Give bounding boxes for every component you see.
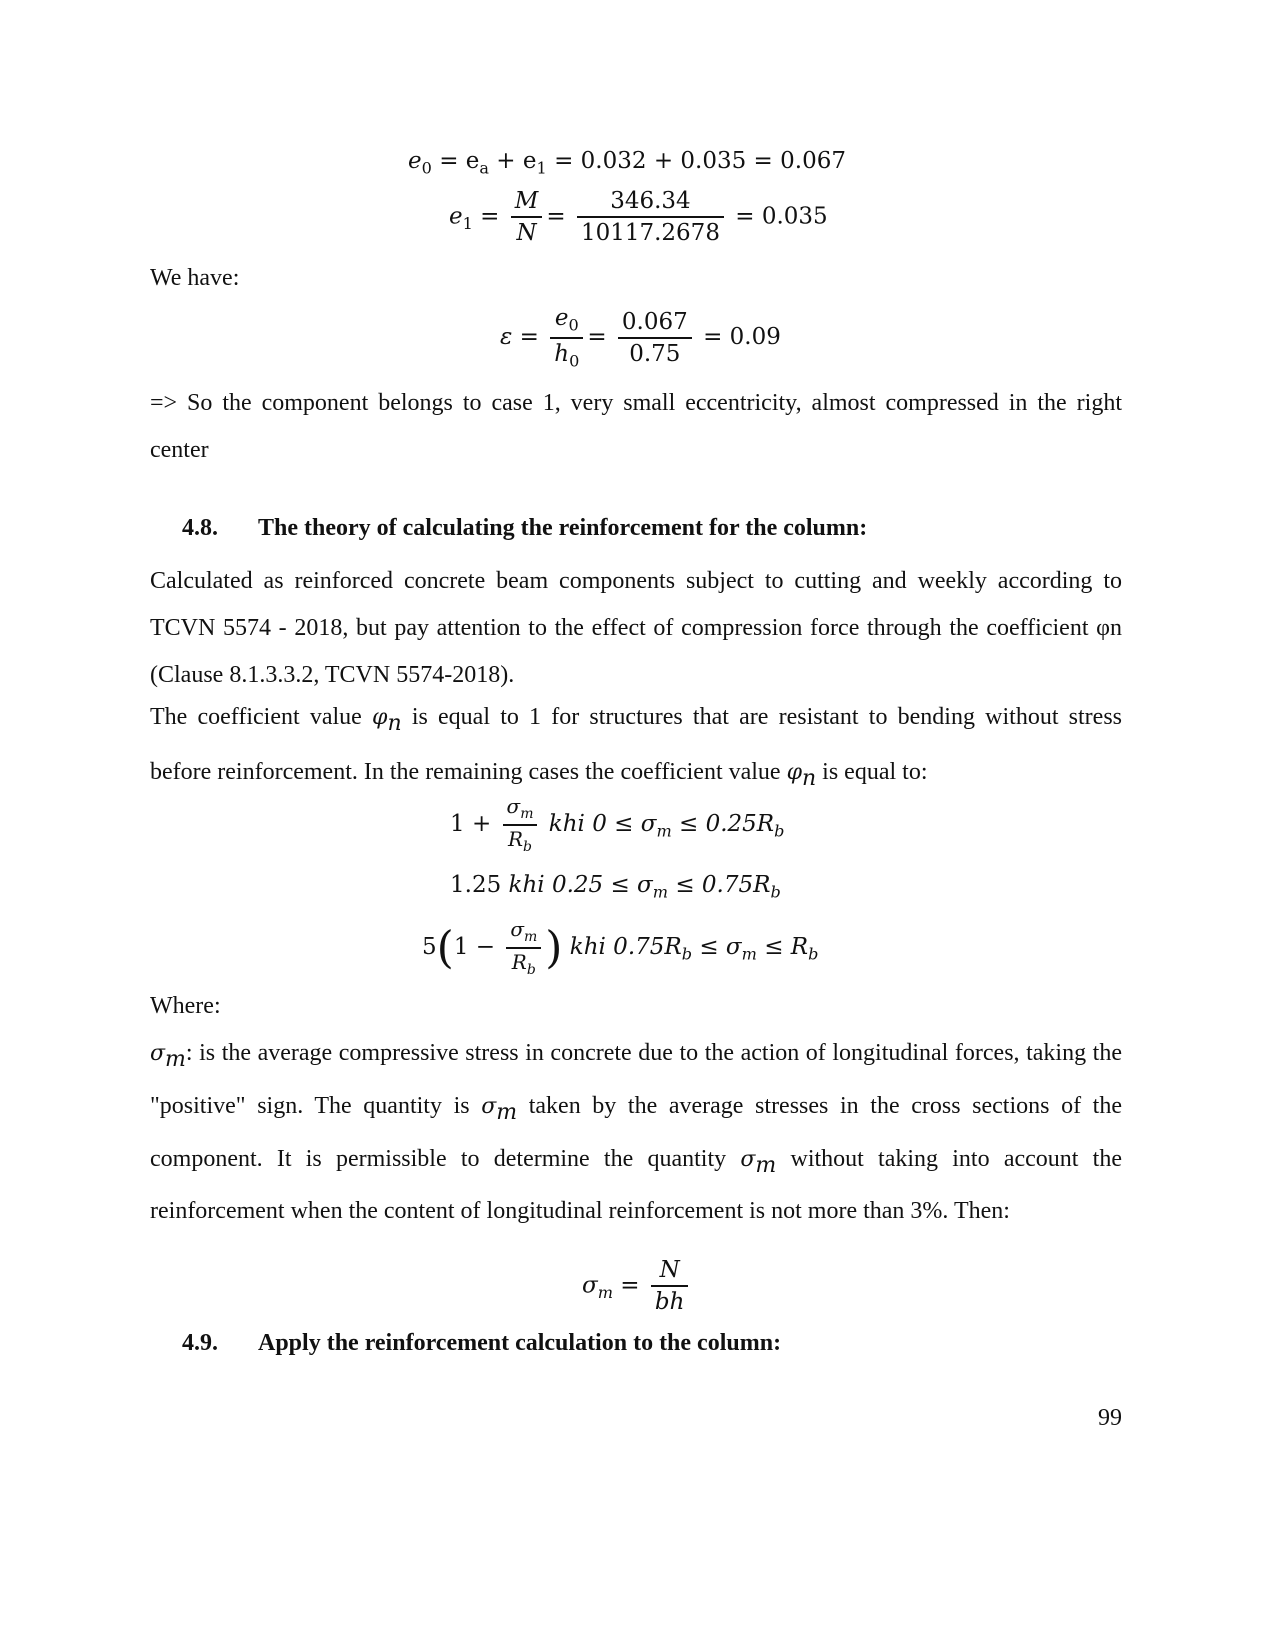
paren-left-icon: ( [436, 922, 454, 974]
conclusion-paragraph [150, 380, 1122, 474]
fraction-values [618, 309, 692, 368]
frac-denominator: R [507, 827, 524, 852]
eq-symbol: ε [500, 324, 513, 351]
eq-text: = e [439, 148, 480, 174]
paragraph-text: The coefficient value [150, 704, 373, 730]
eq-condition: khi 0.75R [569, 934, 682, 961]
frac-numerator: σ [506, 794, 521, 818]
eq-symbol: e [408, 148, 422, 174]
paragraph-text: is equal to: [816, 758, 928, 785]
conclusion-text: => So the component belongs to case 1, very small eccentricity, almost compressed in the right center [150, 390, 1122, 463]
paragraph-text: taken by the average stresses in the cross sections of the component. It is permissible to determine the quantity [150, 1092, 1122, 1172]
eq-condition: khi 0 ≤ σ [548, 811, 657, 838]
eq-condition: ≤ σ [692, 934, 742, 961]
eq-subscript: m [741, 944, 757, 964]
equation-epsilon: ε = $\frac{e_0}{h_0}$ = $\frac{0.067}{0.75}$ = 0.09 [500, 305, 781, 371]
eq-symbol: σ [582, 1272, 598, 1299]
eq-condition: khi [508, 872, 545, 898]
eq-subscript: b [523, 839, 533, 856]
section-heading-4-9 [182, 1330, 781, 1357]
fraction-e0-over-h0 [550, 305, 583, 371]
eq-text: 5 [422, 934, 437, 961]
eq-text: 1 + [450, 811, 492, 838]
phi-subscript: n [387, 710, 402, 736]
eq-subscript: b [681, 944, 693, 964]
frac-denominator: bh [654, 1289, 685, 1316]
fraction-m-over-n [511, 188, 543, 247]
paragraph-text: Calculated as reinforced concrete beam components subject to cutting and weekly according to TCVN 5574 - 2018, but pay attention to the effect of compression force through the coefficient φn (Clause 8.1.3.3.2, TCVN 5574-2018). [150, 568, 1122, 688]
eq-text: 1 − [453, 934, 496, 961]
sigma-symbol: σ [740, 1146, 756, 1172]
eq-subscript: 0 [568, 315, 579, 335]
eq-condition: ≤ 0.25R [671, 811, 775, 838]
page-number: 99 [1098, 1405, 1122, 1431]
heading-title: The theory of calculating the reinforcement for the column: [258, 515, 868, 541]
eq-condition: 0.25 ≤ σ [544, 872, 653, 898]
phi-symbol: φ [786, 759, 802, 785]
fraction-n-over-bh [651, 1257, 689, 1316]
frac-denominator: R [511, 950, 527, 975]
heading-number: 4.8. [182, 515, 218, 541]
eq-subscript: a [479, 158, 489, 178]
we-have-label: We have: [150, 265, 240, 291]
eq-text: + e [489, 148, 537, 174]
eq-condition: ≤ R [756, 934, 809, 961]
frac-denominator: 10117.2678 [580, 220, 720, 247]
sigma-subscript: m [165, 1046, 186, 1072]
sigma-subscript: m [496, 1099, 518, 1125]
eq-subscript: b [808, 944, 819, 964]
frac-numerator: N [659, 1257, 680, 1283]
eq-subscript: m [652, 882, 669, 902]
fraction-values [577, 188, 724, 247]
frac-numerator: 346.34 [577, 188, 724, 218]
paragraph-sigma-definition [150, 1030, 1122, 1234]
frac-numerator: M [514, 188, 539, 214]
eq-subscript: m [597, 1283, 613, 1303]
paragraph-coefficient [150, 693, 1122, 803]
frac-denominator: N [516, 220, 537, 247]
eq-result: = 0.09 [703, 324, 781, 351]
eq-subscript: m [520, 806, 534, 822]
sigma-symbol: σ [481, 1093, 497, 1119]
paren-right-icon: ) [545, 922, 563, 974]
equation-phi-case2 [450, 872, 781, 902]
phi-subscript: n [802, 765, 817, 791]
eq-text: 1.25 [450, 872, 509, 898]
frac-denominator: h [554, 341, 570, 368]
eq-values: = 0.032 + 0.035 = 0.067 [546, 148, 846, 174]
section-heading-4-8 [182, 515, 867, 542]
eq-symbol: e [449, 203, 463, 230]
eq-subscript: m [524, 929, 538, 945]
paragraph-tcvn [150, 558, 1122, 699]
equation-phi-case3 [422, 918, 818, 978]
eq-subscript: b [526, 962, 536, 979]
eq-subscript: 1 [536, 158, 547, 178]
heading-title: Apply the reinforcement calculation to the column: [258, 1330, 782, 1356]
fraction-sigma-over-rb [503, 795, 538, 855]
eq-result: = 0.035 [735, 203, 828, 230]
frac-numerator: σ [510, 917, 524, 941]
sigma-symbol: σ [150, 1041, 166, 1066]
fraction-sigma-over-rb [506, 918, 541, 978]
eq-subscript: 1 [462, 214, 473, 234]
paragraph-text: without taking into account the reinforcement when the content of longitudinal reinforcement is not more than 3%. Then: [150, 1145, 1122, 1225]
equation-sigma-m: $\sigma_m$ = $\frac{N}{bh}$ [582, 1257, 692, 1316]
equation-e0 [408, 148, 846, 178]
heading-number: 4.9. [182, 1330, 218, 1356]
eq-subscript: b [770, 882, 781, 902]
eq-condition: ≤ 0.75R [668, 872, 771, 898]
frac-numerator: 0.067 [618, 309, 692, 339]
eq-subscript: 0 [569, 351, 580, 371]
eq-subscript: 0 [421, 158, 432, 178]
where-label: Where: [150, 993, 221, 1019]
eq-subscript: b [774, 821, 785, 841]
paragraph-text: is equal to 1 for structures that are resistant to bending without stress before reinforcement. In the remaining cases the coefficient value [150, 704, 1123, 785]
equation-e1: $e_1$ = $\frac{M}{N}$ = $\frac{346.34}{10117.2678}$ = 0.035 [449, 188, 828, 247]
phi-symbol: φ [372, 705, 388, 730]
equation-phi-case1 [450, 795, 784, 855]
frac-numerator: e [554, 305, 569, 331]
eq-subscript: m [656, 821, 672, 841]
paragraph-text: : is the average compressive stress in concrete due to the action of longitudinal forces, taking the "positive" sign. The quantity is [150, 1040, 1122, 1119]
sigma-subscript: m [755, 1152, 777, 1178]
frac-denominator: 0.75 [629, 341, 681, 368]
